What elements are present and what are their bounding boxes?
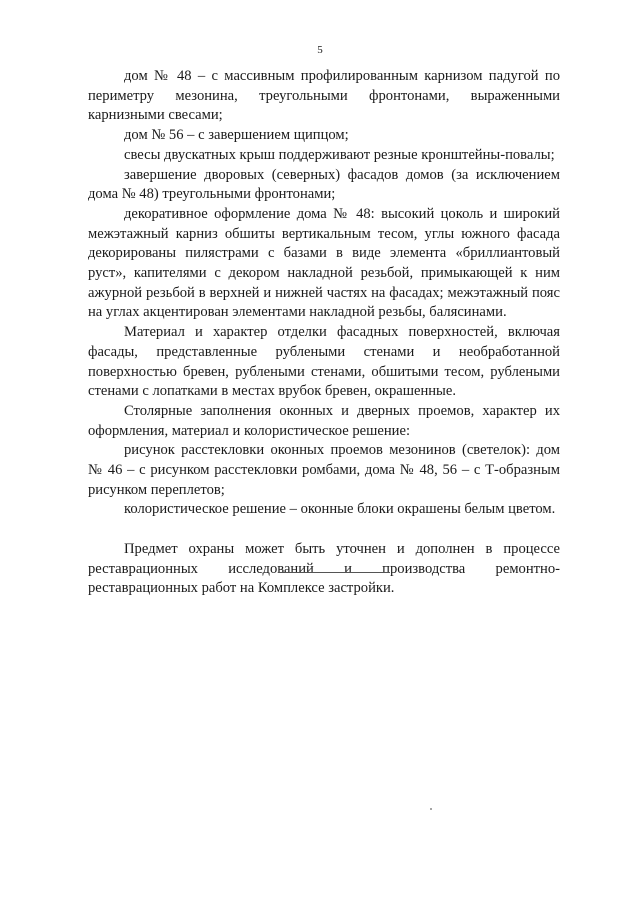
paragraph-joinery-intro: Столярные заполнения оконных и дверных проемов, характер их оформления, материал и колористическое решение: (88, 402, 560, 439)
paragraph-courtyard-facades: завершение дворовых (северных) фасадов домов (за исключением дома № 48) треугольными фронтонами; (88, 166, 560, 203)
paragraph-house-48-decoration: декоративное оформление дома № 48: высокий цоколь и широкий межэтажный карниз обшиты вертикальным тесом, углы южного фасада декорированы пилястрами с базами в виде элемента «бриллиантовый руст», капителями с декором накладной резьбой, примыкающей к ним ажурной резьбой в верхней и нижней частях на фасадах; межэтажный пояс на углах акцентирован элементами накладной резьбы, балясинами. (88, 205, 560, 321)
page-number: 5 (317, 44, 323, 56)
document-body (88, 67, 560, 599)
paragraph-closing-note: Предмет охраны может быть уточнен и дополнен в процессе реставрационных исследований и производства ремонтно-реставрационных работ на Комплексе застройки. (88, 540, 560, 597)
scan-speck (430, 808, 432, 810)
paragraph-spacer (88, 520, 560, 540)
paragraph-facade-materials: Материал и характер отделки фасадных поверхностей, включая фасады, представленные рублеными стенами и необработанной поверхностью бревен, рублеными стенами, обшитыми тесом, рублеными стенами с лопатками в местах врубок бревен, окрашенные. (88, 324, 560, 400)
paragraph-house-48-cornice: дом № 48 – с массивным профилированным карнизом падугой по периметру мезонина, треугольными фронтонами, выраженными карнизными свесами; (88, 68, 560, 124)
paragraph-roof-brackets: свесы двускатных крыш поддерживают резные кронштейны-повалы; (124, 146, 555, 163)
paragraph-house-56-gable: дом № 56 – с завершением щипцом; (124, 127, 349, 144)
paragraph-mezzanine-windows: рисунок расстекловки оконных проемов мезонинов (светелок): дом № 46 – с рисунком расстекловки ромбами, дома № 48, 56 – с Т-образным рисунком переплетов; (88, 442, 560, 498)
end-of-text-rule (278, 572, 390, 573)
paragraph-color-solution: колористическое решение – оконные блоки окрашены белым цветом. (124, 501, 556, 518)
